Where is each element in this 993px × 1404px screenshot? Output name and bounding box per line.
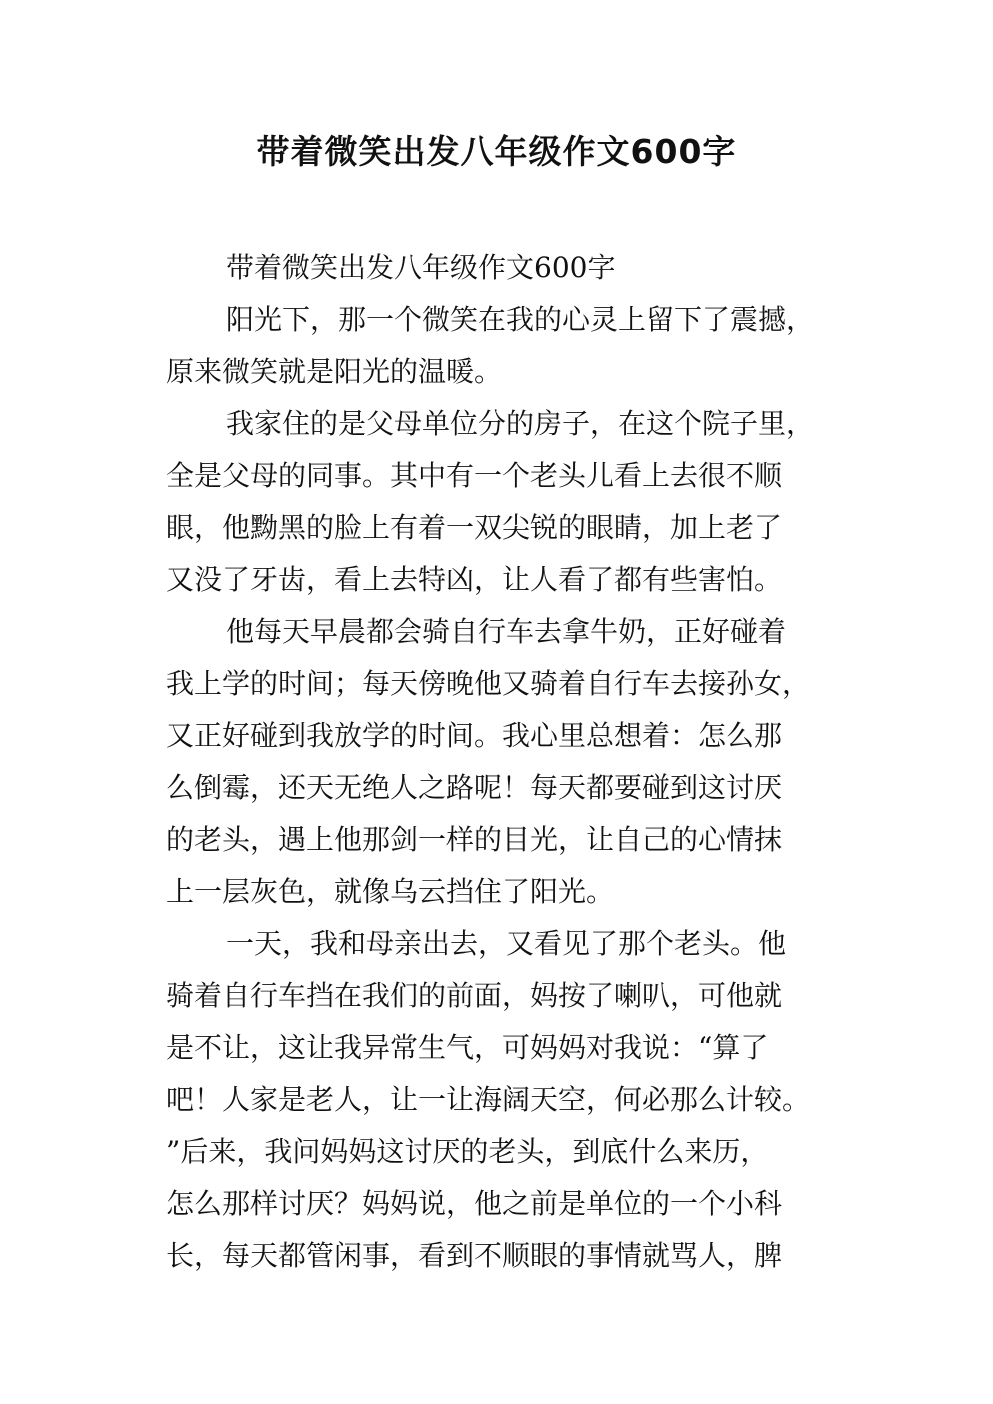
paragraph-line: 是不让，这让我异常生气，可妈妈对我说：“算了 [166,1031,769,1064]
paragraph-line: 又正好碰到我放学的时间。我心里总想着：怎么那 [166,719,783,752]
paragraph-first-line: 我家住的是父母单位分的房子，在这个院子里， [226,407,815,440]
paragraph-line: 的老头，遇上他那剑一样的目光，让自己的心情抹 [166,823,783,856]
paragraph-line: 我上学的时间；每天傍晚他又骑着自行车去接孙女， [166,667,811,700]
paragraph-first-line: 一天，我和母亲出去，又看见了那个老头。他 [226,927,787,960]
paragraph-line: 原来微笑就是阳光的温暖。 [166,355,503,388]
paragraph-first-line: 带着微笑出发八年级作文600字 [226,251,616,284]
document-title: 带着微笑出发八年级作文600字 [256,132,737,171]
paragraph-line: ”后来，我问妈妈这讨厌的老头，到底什么来历， [166,1135,769,1168]
paragraph-line: 么倒霉，还天无绝人之路呢！每天都要碰到这讨厌 [166,771,783,804]
paragraph-first-line: 他每天早晨都会骑自行车去拿牛奶，正好碰着 [226,615,787,648]
paragraph-line: 吧！人家是老人，让一让海阔天空，何必那么计较。 [166,1083,811,1116]
paragraph-line: 长，每天都管闲事，看到不顺眼的事情就骂人，脾 [166,1239,783,1272]
paragraph-line: 又没了牙齿，看上去特凶，让人看了都有些害怕。 [166,563,783,596]
paragraph-line: 上一层灰色，就像乌云挡住了阳光。 [166,875,615,908]
paragraph-first-line: 阳光下，那一个微笑在我的心灵上留下了震撼， [226,303,815,336]
paragraph-line: 眼，他黝黑的脸上有着一双尖锐的眼睛，加上老了 [166,511,783,544]
paragraph-line: 怎么那样讨厌？妈妈说，他之前是单位的一个小科 [166,1187,783,1220]
paragraph-line: 骑着自行车挡在我们的前面，妈按了喇叭，可他就 [166,979,783,1012]
paragraph-line: 全是父母的同事。其中有一个老头儿看上去很不顺 [166,459,783,492]
